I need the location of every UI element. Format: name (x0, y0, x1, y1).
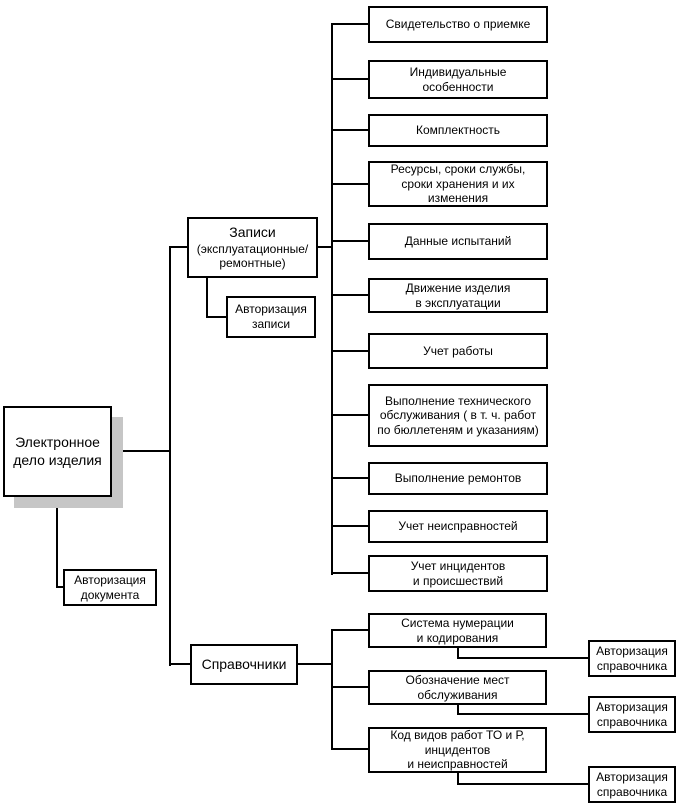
node-label-line: Свидетельство о приемке (385, 17, 531, 32)
node-label-line: Учет инцидентов (410, 558, 506, 573)
node-label-line: Авторизация (596, 643, 668, 658)
node-label-line: Ресурсы, сроки службы, (390, 162, 526, 177)
node-label-line: особенности (422, 79, 494, 94)
node-service-location-designation (368, 670, 547, 705)
node-label-line: по бюллетеням и указаниям) (377, 422, 539, 437)
node-individual-features (368, 60, 548, 99)
connector-root-to-document-auth-h (56, 586, 63, 588)
node-label-line: записи (251, 317, 291, 331)
node-label-line: изменения (427, 191, 489, 206)
node-label-line: Авторизация (596, 769, 668, 784)
node-label-line: справочника (596, 714, 668, 729)
connector-references-to-children-trunk (298, 663, 333, 665)
node-reference-authorization-1 (588, 640, 676, 677)
connector-stub-repairs-performance (331, 477, 368, 479)
node-label-line: в эксплуатации (415, 295, 501, 310)
connector-records-to-record-auth-v (206, 278, 208, 318)
connector-numbering-to-auth-h (457, 657, 588, 659)
connector-stub-completeness (331, 129, 368, 131)
node-label-line: и происшествий (412, 573, 504, 588)
node-label-line: Авторизация (74, 572, 146, 587)
node-label-line: Комплектность (415, 123, 501, 138)
node-failure-accounting (368, 510, 548, 543)
connector-root-to-document-auth-v (56, 497, 58, 588)
node-electronic-product-file (3, 406, 112, 497)
connector-references-children-trunk (331, 629, 333, 750)
connector-work-type-to-auth-h (457, 783, 588, 785)
node-label-line: Электронное (15, 434, 100, 450)
node-label-line: Индивидуальные (409, 64, 507, 79)
node-records (187, 217, 318, 278)
node-label-line: документа (80, 587, 140, 602)
connector-records-children-trunk (331, 23, 333, 575)
node-label-line: Авторизация (235, 302, 307, 317)
node-label-line: (эксплуатационные/ (196, 241, 309, 256)
node-label-line: и кодирования (416, 630, 499, 645)
connector-service-location-to-auth-h (457, 713, 588, 715)
connector-main-trunk (169, 246, 171, 666)
connector-stub-numbering-coding-system (331, 629, 368, 631)
node-record-authorization (226, 296, 316, 338)
node-label-line: Данные испытаний (404, 234, 512, 249)
connector-stub-test-data (331, 240, 368, 242)
connector-trunk-to-records (169, 246, 187, 248)
node-document-authorization (63, 569, 157, 606)
connector-stub-incident-accounting (331, 572, 368, 574)
node-label-line: Код видов работ ТО и Р, (390, 728, 525, 743)
node-maintenance-performance (368, 384, 548, 447)
node-label-line: Авторизация (596, 699, 668, 714)
connector-stub-failure-accounting (331, 525, 368, 527)
node-label-line: ремонтные) (219, 256, 286, 271)
node-label-line: инцидентов (424, 742, 491, 757)
connector-stub-work-type-codes (331, 748, 368, 750)
node-title-line: Справочники (201, 655, 287, 672)
node-label-line: сроки хранения и их (401, 176, 515, 191)
node-label-line: справочника (596, 784, 668, 799)
node-reference-authorization-2 (588, 696, 676, 733)
node-label-line: справочника (596, 658, 668, 673)
node-label-line: дело изделия (13, 451, 102, 468)
node-label-line: Учет работы (423, 343, 493, 358)
node-label-line: Учет неисправностей (398, 519, 518, 534)
connector-stub-maintenance-performance (331, 414, 368, 416)
node-work-type-codes (368, 727, 547, 773)
connector-stub-individual-features (331, 78, 368, 80)
connector-stub-resources-service-life (331, 183, 368, 185)
node-repairs-performance (368, 462, 548, 495)
connector-trunk-to-references (169, 663, 190, 665)
node-label-line: Движение изделия (405, 280, 511, 295)
node-reference-authorization-3 (588, 766, 676, 803)
connector-stub-product-movement (331, 294, 368, 296)
node-label-line: Выполнение ремонтов (394, 471, 522, 486)
node-references (190, 644, 298, 685)
node-completeness (368, 114, 548, 147)
node-title-line: Записи (229, 224, 276, 241)
node-acceptance-certificate (368, 6, 548, 43)
node-incident-accounting (368, 555, 548, 592)
node-work-accounting (368, 333, 548, 369)
node-label-line: обслуживания (417, 687, 498, 702)
node-numbering-coding-system (368, 613, 547, 648)
connector-records-to-record-auth-h (206, 316, 226, 318)
node-label-line: Выполнение технического (384, 393, 532, 408)
connector-stub-work-accounting (331, 350, 368, 352)
node-label-line: обслуживания ( в т. ч. работ (379, 408, 537, 423)
node-label-line: Обозначение мест (405, 672, 510, 687)
node-resources-service-life (368, 161, 548, 207)
connector-stub-acceptance-certificate (331, 23, 368, 25)
node-product-movement (368, 278, 548, 313)
node-label-line: Система нумерации (401, 615, 514, 630)
node-test-data (368, 223, 548, 260)
node-label-line: и неисправностей (407, 757, 508, 772)
connector-stub-service-location-designation (331, 686, 368, 688)
